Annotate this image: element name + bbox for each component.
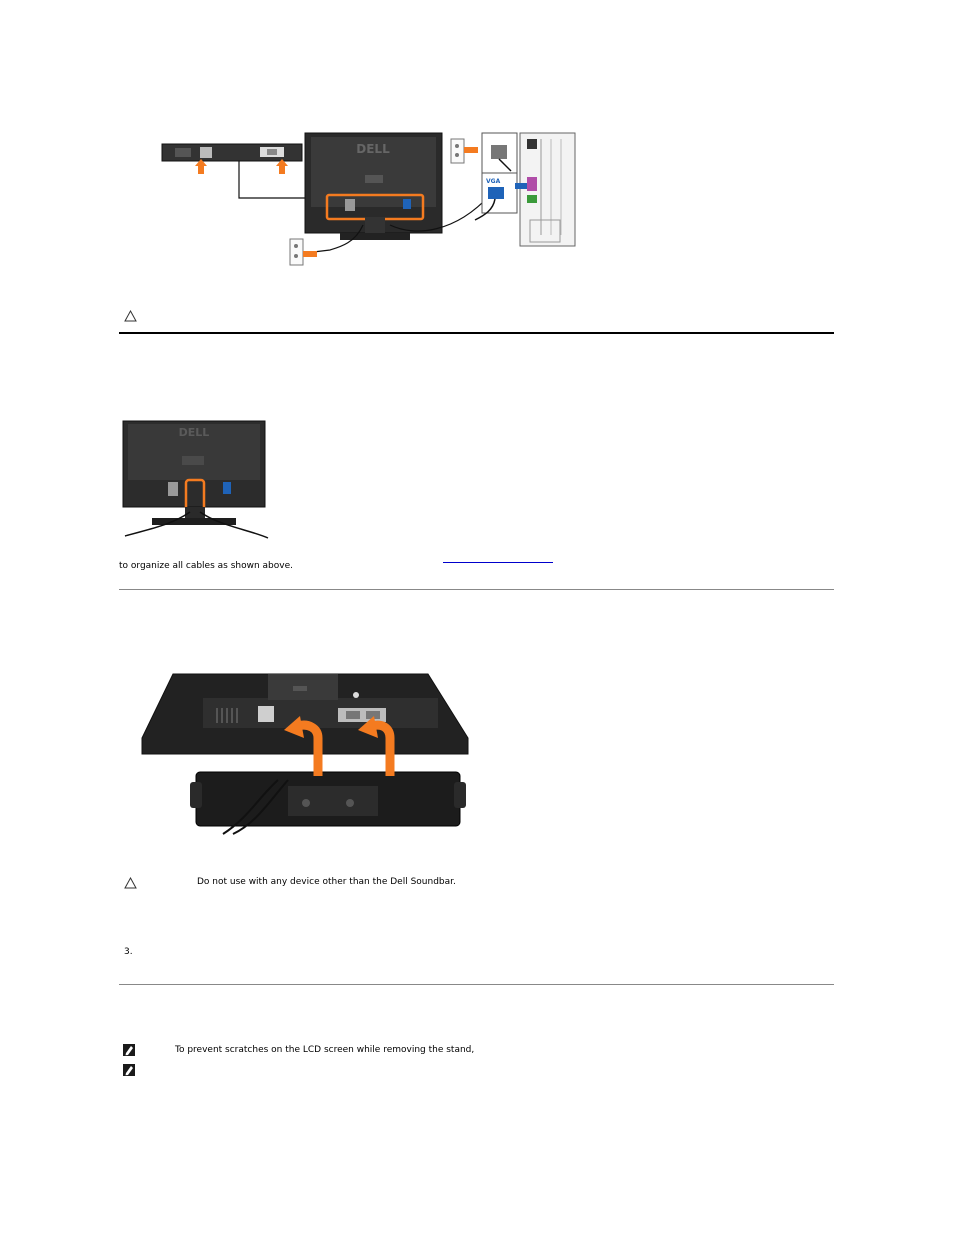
- top-power-outlet: [451, 139, 478, 163]
- caution-triangle-icon: [124, 310, 137, 322]
- soundbar-attach-image: [138, 668, 473, 836]
- cable-management-link[interactable]: [443, 553, 553, 563]
- section-divider: [119, 589, 834, 590]
- svg-text:DELL: DELL: [178, 426, 210, 439]
- bottom-power-outlet: [290, 239, 317, 265]
- soundbar-caution-text: Do not use with any device other than the Dell Soundbar.: [197, 877, 456, 887]
- note-pencil-icon: [123, 1064, 135, 1076]
- section-divider: [119, 332, 834, 334]
- svg-text:DELL: DELL: [356, 142, 390, 156]
- cable-management-image: [120, 418, 270, 540]
- monitor-back: [305, 133, 442, 240]
- note-pencil-icon: [123, 1044, 135, 1056]
- note-scratch-text: To prevent scratches on the LCD screen while removing the stand,: [175, 1045, 475, 1055]
- pc-tower: [515, 133, 575, 246]
- organize-cables-text: to organize all cables as shown above.: [119, 561, 293, 571]
- section-divider: [119, 984, 834, 985]
- connection-diagram: [155, 125, 585, 270]
- svg-text:VGA: VGA: [486, 178, 501, 185]
- caution-triangle-icon: [124, 877, 137, 889]
- vga-callout: [475, 173, 517, 220]
- power-cable-callout: [482, 133, 517, 173]
- rear-panel-strip: [162, 144, 302, 161]
- step-number: 3.: [124, 947, 133, 957]
